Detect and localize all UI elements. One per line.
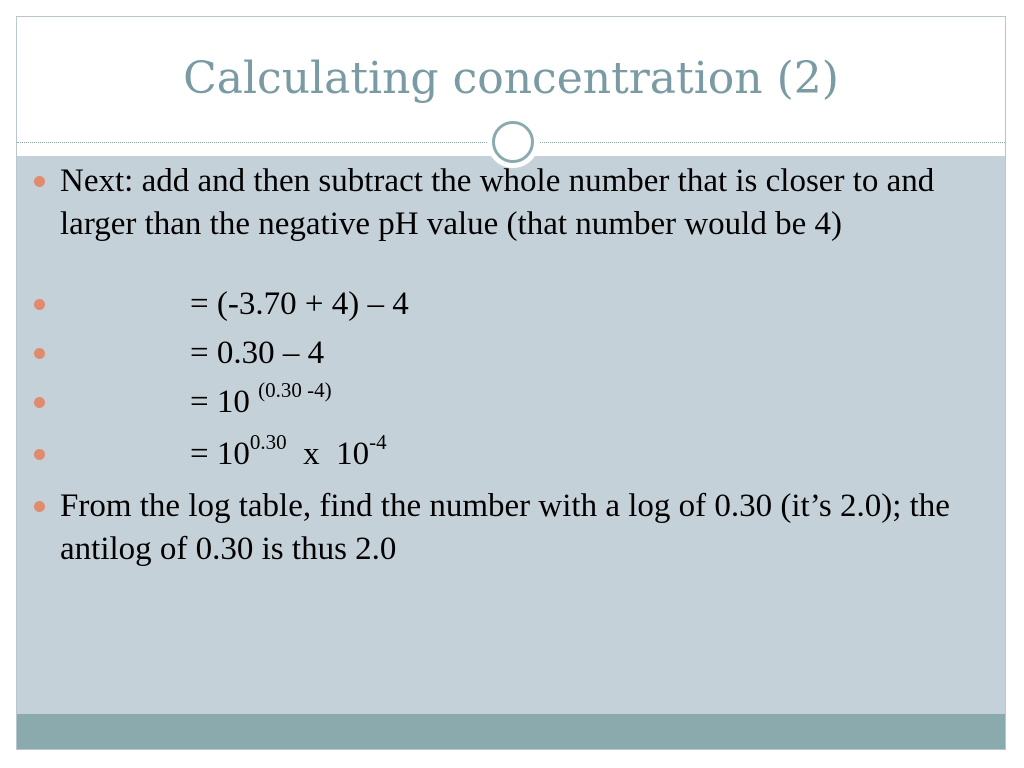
bullet-item [30,332,950,375]
equation-exponent: 0.30 [249,430,287,454]
blank-line [30,246,950,283]
bullet-dot-icon [34,501,45,512]
bullet-dot-icon [34,348,45,359]
circle-ring [492,121,534,163]
bullet-item [30,160,950,246]
bullet-item [30,485,950,571]
bullet-item [30,283,950,326]
bullet-text: Next: add and then subtract the whole number that is closer to and larger than the negative pH value (that number would be 4) [60,163,935,242]
bullet-item [30,378,950,427]
equation-middle: x 10 [286,436,370,472]
bullet-text: From the log table, find the number with a log of 0.30 (it’s 2.0); the antilog of 0.30 is thus 2.0 [60,488,950,567]
bullet-list [30,160,950,571]
footer-bar [17,714,1005,749]
equation-exponent: (0.30 -4) [258,378,332,402]
equation-exponent: -4 [369,430,387,454]
equation-step: = (-3.70 + 4) – 4 [190,286,409,322]
bullet-dot-icon [34,449,45,460]
equation-step: = 0.30 – 4 [190,335,325,371]
equation-base: = 10 [190,384,259,420]
bullet-dot-icon [34,397,45,408]
equation-base: = 10 [190,436,250,472]
bullet-dot-icon [34,176,45,187]
equation-step [60,378,332,427]
equation-step [60,430,387,479]
bullet-dot-icon [34,299,45,310]
bullet-item [30,430,950,479]
slide-title: Calculating concentration (2) [183,53,839,104]
